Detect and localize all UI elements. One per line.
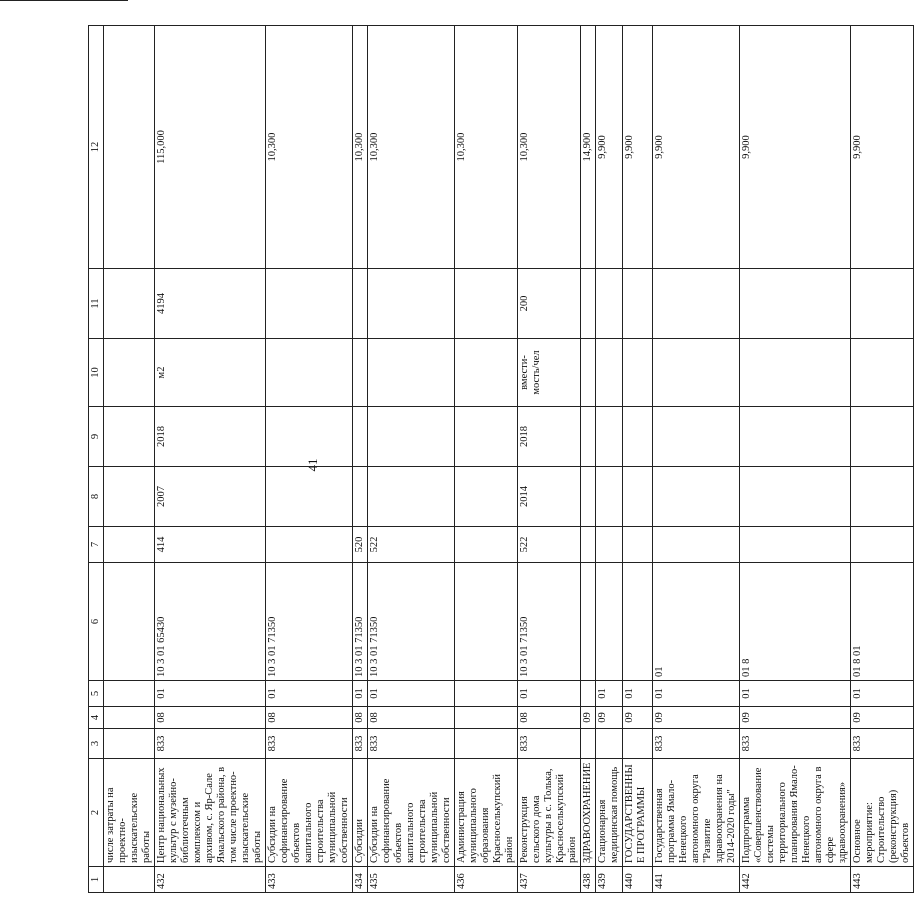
cell-unit <box>368 339 455 407</box>
cell-capacity <box>266 269 353 339</box>
cell-name: Центр национальных культур с музейно-библиотечным комплексом и архивом, с. Яр-Сале Ямальского района, в том числе проектно-изыскательские работы <box>155 759 266 867</box>
cell-rz: 08 <box>368 707 455 729</box>
cell-gr: 833 <box>740 729 851 759</box>
cell-csr <box>623 563 653 681</box>
cell-capacity <box>740 269 851 339</box>
cell-unit <box>353 339 368 407</box>
cell-capacity <box>623 269 653 339</box>
cell-row-number: 434 <box>353 867 368 893</box>
cell-name: числе затраты на проектно-изыскательские работы <box>104 759 155 867</box>
cell-unit: вмести-мость/чел <box>518 339 581 407</box>
cell-rz <box>455 707 518 729</box>
cell-pr: 01 <box>653 681 740 707</box>
cell-capacity <box>653 269 740 339</box>
cell-gr: 833 <box>653 729 740 759</box>
table-row <box>740 26 851 893</box>
cell-name: Администрация муниципального образования Красноселькупский район <box>455 759 518 867</box>
cell-name: Стационарная медицинская помощь <box>596 759 623 867</box>
cell-vr <box>581 527 596 563</box>
cell-vr <box>596 527 623 563</box>
cell-pr <box>581 681 596 707</box>
cell-gr: 833 <box>155 729 266 759</box>
budget-table <box>88 25 914 893</box>
table-row <box>155 26 266 893</box>
cell-pr: 01 <box>851 681 914 707</box>
table-row <box>368 26 455 893</box>
cell-rz: 08 <box>518 707 581 729</box>
cell-csr: 01 8 01 <box>851 563 914 681</box>
cell-start-year <box>623 467 653 527</box>
cell-name: Субсидии на софинансирование объектов капитального строительства муниципальной собственности <box>368 759 455 867</box>
cell-amount <box>104 26 155 269</box>
cell-amount: 10,300 <box>353 26 368 269</box>
cell-row-number: 438 <box>581 867 596 893</box>
header-cell: 10 <box>89 339 104 407</box>
cell-vr: 522 <box>518 527 581 563</box>
cell-amount: 9,900 <box>740 26 851 269</box>
cell-end-year: 2018 <box>155 407 266 467</box>
header-cell: 11 <box>89 269 104 339</box>
cell-rz: 08 <box>353 707 368 729</box>
cell-amount: 115,000 <box>155 26 266 269</box>
cell-amount: 10,300 <box>518 26 581 269</box>
table-row <box>353 26 368 893</box>
cell-vr <box>266 527 353 563</box>
cell-rz: 08 <box>155 707 266 729</box>
cell-start-year <box>581 467 596 527</box>
cell-rz: 09 <box>623 707 653 729</box>
cell-start-year <box>851 467 914 527</box>
cell-vr: 414 <box>155 527 266 563</box>
top-rule <box>0 0 128 1</box>
cell-name: ГОСУДАРСТВЕННЫЕ ПРОГРАММЫ <box>623 759 653 867</box>
table-row <box>653 26 740 893</box>
cell-vr <box>740 527 851 563</box>
header-cell: 4 <box>89 707 104 729</box>
cell-pr: 01 <box>353 681 368 707</box>
cell-csr: 10 3 01 71350 <box>518 563 581 681</box>
cell-capacity: 4194 <box>155 269 266 339</box>
cell-amount: 10,300 <box>266 26 353 269</box>
cell-vr: 520 <box>353 527 368 563</box>
cell-capacity <box>851 269 914 339</box>
table-row <box>104 26 155 893</box>
cell-row-number <box>104 867 155 893</box>
cell-amount: 9,900 <box>851 26 914 269</box>
cell-name: Субсидии на софинансирование объектов капитального строительства муниципальной собственности <box>266 759 353 867</box>
cell-capacity: 200 <box>518 269 581 339</box>
table-body <box>104 26 914 893</box>
cell-unit <box>623 339 653 407</box>
header-cell: 12 <box>89 26 104 269</box>
cell-vr <box>104 527 155 563</box>
cell-amount: 14,900 <box>581 26 596 269</box>
cell-pr: 01 <box>155 681 266 707</box>
cell-unit <box>653 339 740 407</box>
header-cell: 7 <box>89 527 104 563</box>
cell-end-year <box>581 407 596 467</box>
cell-gr: 833 <box>353 729 368 759</box>
cell-pr: 01 <box>518 681 581 707</box>
cell-amount: 9,900 <box>653 26 740 269</box>
cell-pr <box>104 681 155 707</box>
cell-gr <box>455 729 518 759</box>
cell-pr <box>455 681 518 707</box>
table-row <box>596 26 623 893</box>
cell-rz: 09 <box>851 707 914 729</box>
cell-start-year <box>104 467 155 527</box>
header-cell: 8 <box>89 467 104 527</box>
cell-gr: 833 <box>851 729 914 759</box>
cell-row-number: 432 <box>155 867 266 893</box>
header-cell: 6 <box>89 563 104 681</box>
table-row <box>455 26 518 893</box>
cell-start-year <box>740 467 851 527</box>
cell-vr <box>455 527 518 563</box>
cell-end-year <box>353 407 368 467</box>
cell-csr: 01 <box>653 563 740 681</box>
cell-end-year <box>104 407 155 467</box>
cell-row-number: 440 <box>623 867 653 893</box>
cell-end-year <box>653 407 740 467</box>
cell-end-year <box>623 407 653 467</box>
cell-unit <box>740 339 851 407</box>
cell-unit <box>455 339 518 407</box>
cell-row-number: 439 <box>596 867 623 893</box>
cell-row-number: 443 <box>851 867 914 893</box>
cell-end-year <box>740 407 851 467</box>
cell-amount: 9,900 <box>623 26 653 269</box>
cell-unit <box>266 339 353 407</box>
cell-row-number: 436 <box>455 867 518 893</box>
cell-gr <box>581 729 596 759</box>
cell-unit: м2 <box>155 339 266 407</box>
cell-csr <box>581 563 596 681</box>
cell-rz: 08 <box>266 707 353 729</box>
cell-capacity <box>455 269 518 339</box>
cell-end-year: 2018 <box>518 407 581 467</box>
cell-start-year <box>653 467 740 527</box>
cell-vr <box>623 527 653 563</box>
cell-amount: 10,300 <box>455 26 518 269</box>
cell-pr: 01 <box>368 681 455 707</box>
cell-pr: 01 <box>596 681 623 707</box>
cell-rz <box>104 707 155 729</box>
cell-unit <box>104 339 155 407</box>
cell-name: ЗДРАВООХРАНЕНИЕ <box>581 759 596 867</box>
header-cell: 5 <box>89 681 104 707</box>
cell-row-number: 435 <box>368 867 455 893</box>
cell-end-year <box>368 407 455 467</box>
page-number: 41 <box>305 458 320 472</box>
cell-start-year <box>596 467 623 527</box>
header-cell: 2 <box>89 759 104 867</box>
cell-csr <box>455 563 518 681</box>
cell-gr <box>596 729 623 759</box>
cell-start-year <box>353 467 368 527</box>
table-row <box>518 26 581 893</box>
cell-unit <box>596 339 623 407</box>
cell-gr: 833 <box>368 729 455 759</box>
cell-row-number: 437 <box>518 867 581 893</box>
cell-csr: 10 3 01 71350 <box>368 563 455 681</box>
cell-capacity <box>581 269 596 339</box>
cell-end-year <box>455 407 518 467</box>
cell-csr <box>596 563 623 681</box>
cell-name: Государственная программа Ямало-Ненецкого автономного округа "Развитие здравоохранения на 2014-2020 годы" <box>653 759 740 867</box>
cell-gr <box>104 729 155 759</box>
cell-capacity <box>104 269 155 339</box>
cell-gr <box>623 729 653 759</box>
cell-vr <box>653 527 740 563</box>
cell-rz: 09 <box>596 707 623 729</box>
cell-capacity <box>596 269 623 339</box>
cell-unit <box>581 339 596 407</box>
table-row <box>851 26 914 893</box>
rotated-table-container <box>88 26 911 893</box>
cell-name: Субсидии <box>353 759 368 867</box>
cell-csr <box>104 563 155 681</box>
cell-row-number: 433 <box>266 867 353 893</box>
cell-gr: 833 <box>518 729 581 759</box>
cell-name: Реконструкция сельского дома культуры в с. Толька, Красноселькупский район <box>518 759 581 867</box>
header-row <box>89 26 104 893</box>
cell-rz: 09 <box>740 707 851 729</box>
cell-row-number: 441 <box>653 867 740 893</box>
cell-amount: 10,300 <box>368 26 455 269</box>
cell-amount: 9,900 <box>596 26 623 269</box>
cell-unit <box>851 339 914 407</box>
cell-end-year <box>596 407 623 467</box>
table-row <box>623 26 653 893</box>
cell-csr: 10 3 01 65430 <box>155 563 266 681</box>
table-row <box>581 26 596 893</box>
cell-start-year <box>266 467 353 527</box>
cell-capacity <box>353 269 368 339</box>
cell-pr: 01 <box>740 681 851 707</box>
cell-pr: 01 <box>623 681 653 707</box>
cell-pr: 01 <box>266 681 353 707</box>
cell-row-number: 442 <box>740 867 851 893</box>
cell-csr: 01 8 <box>740 563 851 681</box>
cell-rz: 09 <box>653 707 740 729</box>
cell-gr: 833 <box>266 729 353 759</box>
cell-name: Основное мероприятие: Строительство (реконструкция) объектов <box>851 759 914 867</box>
cell-capacity <box>368 269 455 339</box>
cell-csr: 10 3 01 71350 <box>353 563 368 681</box>
header-cell: 1 <box>89 867 104 893</box>
cell-rz: 09 <box>581 707 596 729</box>
header-cell: 9 <box>89 407 104 467</box>
cell-end-year <box>266 407 353 467</box>
cell-vr <box>851 527 914 563</box>
cell-name: Подпрограмма «Совершенствование системы территориального планирования Ямало-Ненецкого автономного округа в сфере здравоохранения» <box>740 759 851 867</box>
cell-end-year <box>851 407 914 467</box>
cell-start-year: 2007 <box>155 467 266 527</box>
table-row <box>266 26 353 893</box>
cell-start-year: 2014 <box>518 467 581 527</box>
header-cell: 3 <box>89 729 104 759</box>
cell-start-year <box>368 467 455 527</box>
cell-start-year <box>455 467 518 527</box>
cell-vr: 522 <box>368 527 455 563</box>
cell-csr: 10 3 01 71350 <box>266 563 353 681</box>
